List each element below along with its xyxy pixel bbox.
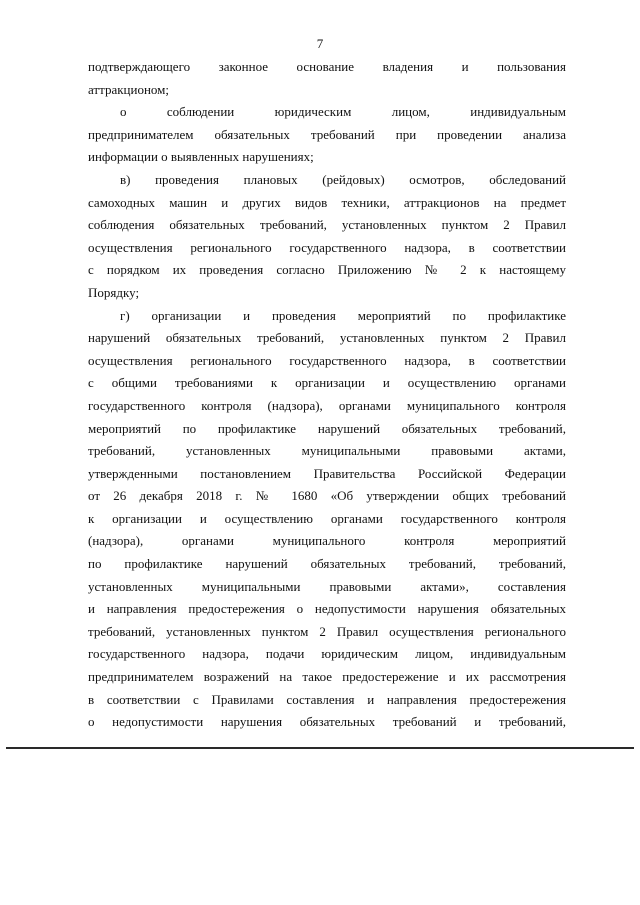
text-line: осуществления регионального государственного надзора, в соответствии — [88, 239, 566, 255]
text-line: самоходных машин и других видов техники, аттракционов на предмет — [88, 194, 566, 210]
document-body — [88, 56, 566, 734]
text-line: с общими требованиями к организации и осуществлению органами — [88, 375, 566, 391]
text-line: аттракционом; — [88, 81, 170, 97]
text-line: мероприятий по профилактике нарушений обязательных требований, — [88, 420, 566, 436]
text-line: требований, установленных муниципальными правовыми актами, — [88, 443, 566, 459]
text-line: г) организации и проведения мероприятий по профилактике — [120, 307, 566, 323]
text-line: с порядком их проведения согласно Приложению № 2 к настоящему — [88, 262, 566, 278]
text-line: и направления предостережения о недопустимости нарушения обязательных — [88, 601, 566, 617]
text-line: подтверждающего законное основание владения и пользования — [88, 59, 566, 74]
text-line: в соответствии с Правилами составления и направления предостережения — [88, 691, 566, 707]
text-line: предпринимателем обязательных требований при проведении анализа — [88, 126, 566, 142]
text-line: к организации и осуществлению органами государственного контроля — [88, 510, 566, 526]
text-line: (надзора), органами муниципального контроля мероприятий — [88, 533, 566, 549]
text-line: информации о выявленных нарушениях; — [88, 149, 314, 165]
text-line: в) проведения плановых (рейдовых) осмотров, обследований — [120, 171, 566, 187]
text-line: утвержденными постановлением Правительства Российской Федерации — [88, 465, 566, 481]
text-line: о соблюдении юридическим лицом, индивидуальным — [120, 104, 566, 120]
text-line: государственного контроля (надзора), органами муниципального контроля — [88, 397, 566, 413]
text-line: предпринимателем возражений на такое предостережение и их рассмотрения — [88, 669, 566, 685]
text-line: осуществления регионального государственного надзора, в соответствии — [88, 352, 566, 368]
text-line: государственного надзора, подачи юридическим лицом, индивидуальным — [88, 646, 566, 662]
text-line: соблюдения обязательных требований, установленных пунктом 2 Правил — [88, 217, 566, 233]
text-line: Порядку; — [88, 284, 140, 300]
bottom-divider — [6, 747, 634, 749]
page-number: 7 — [316, 36, 324, 51]
text-line: по профилактике нарушений обязательных требований, требований, — [88, 556, 566, 572]
text-line: от 26 декабря 2018 г. № 1680 «Об утверждении общих требований — [88, 488, 566, 504]
text-line: требований, установленных пунктом 2 Правил осуществления регионального — [88, 623, 566, 639]
text-line: нарушений обязательных требований, установленных пунктом 2 Правил — [88, 330, 566, 346]
text-line: о недопустимости нарушения обязательных требований и требований, — [88, 714, 566, 730]
text-line: установленных муниципальными правовыми актами», составления — [88, 578, 566, 594]
